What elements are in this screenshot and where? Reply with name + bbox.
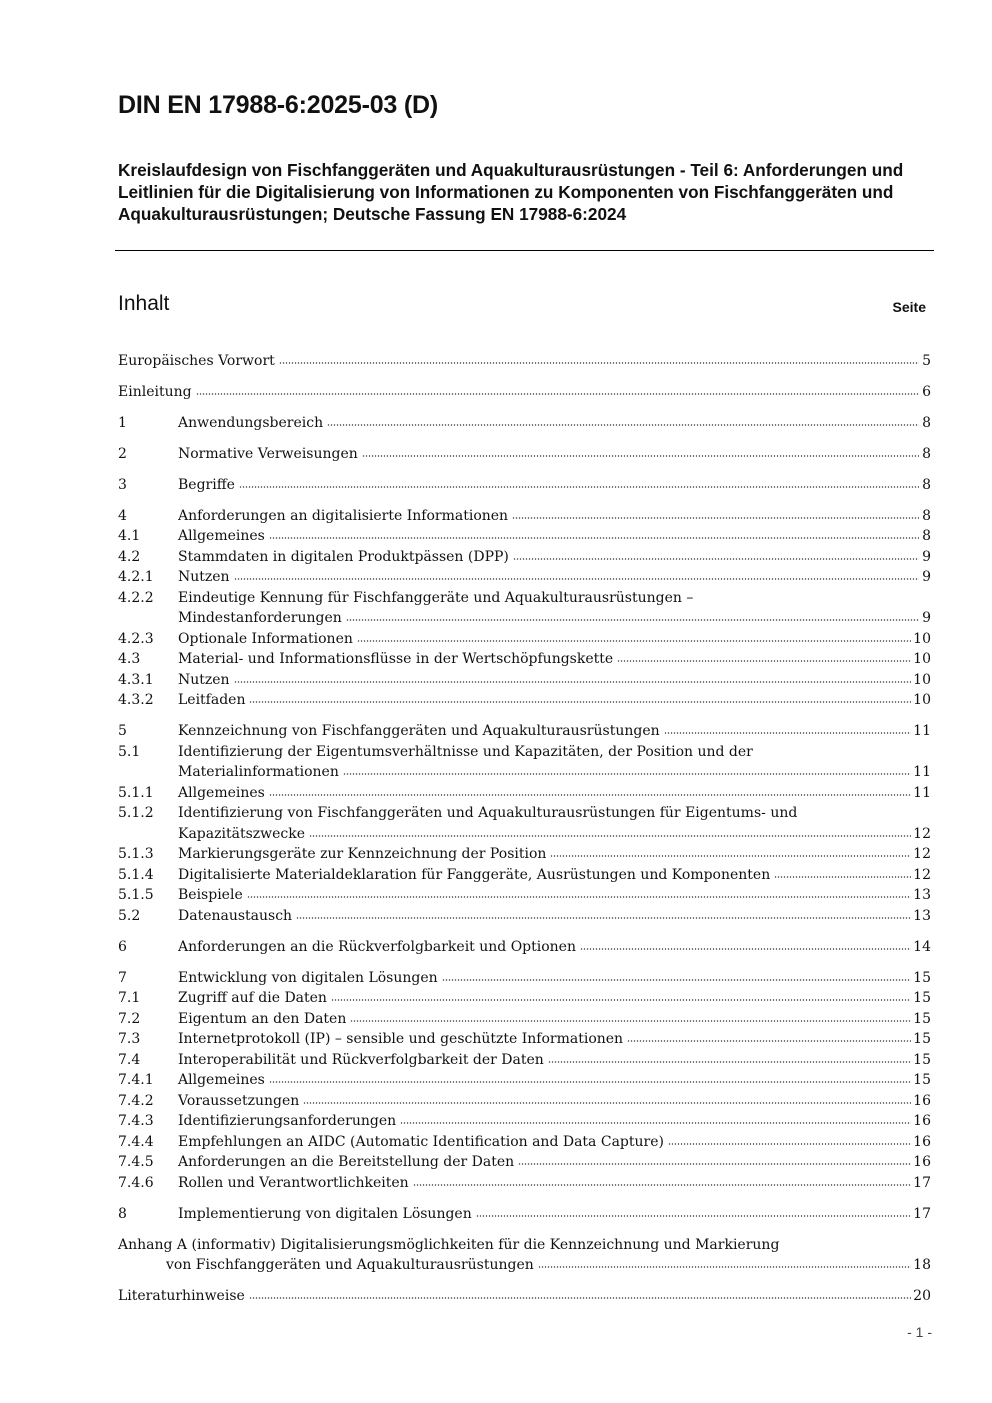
toc-heading: Inhalt [118, 292, 170, 315]
toc-entry-title: Implementierung von digitalen Lösungen [178, 1205, 472, 1222]
toc-leader [668, 1142, 911, 1146]
toc-leader [269, 1080, 911, 1084]
toc-entry-number: 4.2 [118, 548, 141, 565]
toc-entry-number: 3 [118, 476, 127, 493]
toc-leader [548, 1060, 911, 1064]
toc-entry-page: 9 [922, 610, 931, 626]
toc-entry-page: 15 [913, 1031, 931, 1047]
toc-entry-page: 16 [913, 1113, 931, 1129]
toc-entry[interactable] [118, 1109, 931, 1130]
toc-entry-number: 7.2 [118, 1010, 141, 1027]
toc-entry-number: 4.2.2 [118, 589, 154, 606]
toc-leader [196, 392, 919, 396]
toc-entry[interactable] [118, 410, 931, 431]
toc-leader [664, 731, 912, 735]
toc-leader [239, 485, 919, 489]
toc-entry-page: 15 [913, 990, 931, 1006]
toc-entry-title: Digitalisierte Materialdeklaration für Fanggeräte, Ausrüstungen und Komponenten [178, 866, 771, 883]
toc-entry-number: 7.4.2 [118, 1092, 154, 1109]
toc-entry-page: 15 [913, 1010, 931, 1027]
toc-entry-continuation[interactable] [118, 606, 931, 627]
toc-entry-annex[interactable] [118, 1232, 931, 1253]
toc-entry-title-continued: von Fischfanggeräten und Aquakulturausrüstungen [166, 1257, 534, 1273]
toc-entry-page: 16 [913, 1092, 931, 1109]
toc-entry-number: 7.4.4 [118, 1133, 154, 1150]
toc-entry-page: 14 [913, 938, 931, 955]
toc-entry-title: Identifizierungsanforderungen [178, 1113, 397, 1129]
toc-entry-title: Anhang A (informativ) Digitalisierungsmöglichkeiten für die Kennzeichnung und Markierung [118, 1236, 780, 1253]
toc-entry[interactable] [118, 626, 931, 647]
toc-entry-number: 6 [118, 938, 127, 955]
toc-entry-page: 10 [913, 651, 931, 667]
toc-leader [442, 978, 912, 982]
toc-entry-number: 4.3.2 [118, 692, 154, 708]
toc-entry-page: 12 [913, 825, 931, 842]
toc-entry-page: 16 [913, 1154, 931, 1170]
toc-entry-continuation[interactable] [118, 821, 931, 842]
toc-entry-page: 9 [922, 548, 931, 565]
toc-entry-number: 5.1.3 [118, 846, 154, 862]
toc-leader [234, 680, 912, 684]
toc-entry[interactable] [118, 379, 931, 400]
toc-entry-number: 5.1.1 [118, 784, 154, 801]
toc-entry-page: 15 [913, 1072, 931, 1088]
toc-entry[interactable] [118, 667, 931, 688]
toc-entry-number: 7.4 [118, 1051, 141, 1068]
document-title: DIN EN 17988-6:2025-03 (D) [118, 91, 438, 119]
document-subtitle: Kreislaufdesign von Fischfanggeräten und Aquakulturausrüstungen - Teil 6: Anforderungen und Leitlinien für die Digitalisierung von Informationen zu Komponenten von Fischfanggeräten und Aquakulturausrüstungen; Deutsche Fassung EN 17988-6:2024 [118, 160, 904, 224]
toc-entry-number: 7.4.6 [118, 1174, 154, 1191]
toc-entry[interactable] [118, 801, 931, 822]
toc-entry-page: 9 [922, 569, 931, 585]
toc-leader [580, 947, 911, 951]
toc-entry-title: Allgemeines [178, 1072, 265, 1088]
toc-entry-page: 13 [913, 887, 931, 903]
table-of-contents [118, 348, 931, 1304]
toc-entry-title: Anforderungen an digitalisierte Informationen [178, 507, 509, 524]
toc-entry[interactable] [118, 862, 931, 883]
toc-entry[interactable] [118, 565, 931, 586]
toc-entry[interactable] [118, 719, 931, 740]
toc-entry-title: Allgemeines [178, 784, 265, 801]
toc-entry-number: 5.1.5 [118, 887, 154, 903]
toc-leader [346, 618, 919, 622]
toc-entry-number: 2 [118, 445, 127, 462]
toc-entry-title: Leitfaden [178, 692, 246, 708]
toc-entry-number: 4.2.1 [118, 569, 154, 585]
toc-entry[interactable] [118, 1284, 931, 1305]
toc-leader [279, 361, 919, 365]
toc-entry-title: Material- und Informationsflüsse in der Wertschöpfungskette [178, 651, 614, 667]
toc-entry-title: Zugriff auf die Daten [178, 990, 327, 1006]
toc-entry[interactable] [118, 1150, 931, 1171]
toc-entry-number: 4 [118, 507, 127, 524]
toc-entry-title: Literaturhinweise [118, 1288, 245, 1304]
toc-entry-title: Empfehlungen an AIDC (Automatic Identification and Data Capture) [178, 1133, 664, 1150]
toc-entry-title: Anwendungsbereich [178, 414, 324, 431]
toc-entry[interactable] [118, 1129, 931, 1150]
toc-entry[interactable] [118, 883, 931, 904]
toc-leader [538, 1265, 911, 1269]
toc-entry-page: 6 [922, 383, 931, 400]
toc-leader [627, 1039, 911, 1043]
toc-entry-page: 16 [913, 1133, 931, 1150]
toc-entry-page: 15 [913, 1051, 931, 1068]
toc-entry-number: 4.2.3 [118, 630, 154, 647]
toc-entry[interactable] [118, 842, 931, 863]
toc-entry-title: Eindeutige Kennung für Fischfanggeräte und Aquakulturausrüstungen – [178, 589, 694, 606]
toc-entry-number: 5.1.4 [118, 866, 154, 883]
toc-entry-page: 18 [913, 1257, 931, 1273]
toc-entry-title: Begriffe [178, 476, 235, 493]
toc-entry-page: 20 [913, 1288, 931, 1304]
toc-entry-title-continued: Materialinformationen [178, 764, 339, 780]
toc-entry[interactable] [118, 348, 931, 369]
toc-entry-title: Eigentum an den Daten [178, 1010, 347, 1027]
toc-entry-number: 7.1 [118, 990, 141, 1006]
toc-leader [249, 1296, 911, 1300]
toc-entry[interactable] [118, 986, 931, 1007]
toc-leader [331, 998, 911, 1002]
toc-entry-title: Nutzen [178, 569, 230, 585]
toc-leader [400, 1121, 911, 1125]
toc-entry-page: 8 [922, 414, 931, 431]
toc-entry-number: 7 [118, 969, 127, 986]
toc-leader [550, 854, 911, 858]
toc-entry[interactable] [118, 1201, 931, 1222]
toc-entry-page: 10 [913, 630, 931, 647]
toc-entry-title: Markierungsgeräte zur Kennzeichnung der Position [178, 846, 547, 862]
toc-entry[interactable] [118, 544, 931, 565]
toc-leader [518, 1162, 911, 1166]
toc-entry-page: 8 [922, 445, 931, 462]
toc-entry-number: 4.3.1 [118, 671, 154, 688]
toc-leader [303, 1101, 911, 1105]
toc-entry-title: Identifizierung der Eigentumsverhältnisse und Kapazitäten, der Position und der [178, 743, 753, 760]
toc-entry-number: 8 [118, 1205, 127, 1222]
toc-entry-page: 17 [913, 1205, 931, 1222]
toc-entry-number: 5 [118, 723, 127, 739]
toc-leader [350, 1019, 911, 1023]
toc-entry[interactable] [118, 1047, 931, 1068]
toc-entry[interactable] [118, 585, 931, 606]
toc-entry-page: 12 [913, 866, 931, 883]
toc-entry-title: Optionale Informationen [178, 630, 353, 647]
toc-entry[interactable] [118, 688, 931, 709]
toc-entry-title: Datenaustausch [178, 907, 293, 924]
toc-entry-number: 7.4.5 [118, 1154, 154, 1170]
toc-entry-number: 5.1.2 [118, 805, 154, 821]
toc-leader [249, 700, 911, 704]
toc-entry-title: Anforderungen an die Rückverfolgbarkeit und Optionen [178, 938, 576, 955]
toc-entry-title: Rollen und Verantwortlichkeiten [178, 1174, 409, 1191]
title-divider [115, 250, 934, 251]
toc-entry-page: 10 [913, 671, 931, 688]
toc-leader [327, 423, 919, 427]
toc-leader [234, 577, 919, 581]
toc-entry[interactable] [118, 1027, 931, 1048]
toc-leader [269, 536, 919, 540]
toc-entry[interactable] [118, 965, 931, 986]
toc-entry[interactable] [118, 934, 931, 955]
toc-entry-title: Internetprotokoll (IP) – sensible und geschützte Informationen [178, 1031, 624, 1047]
toc-entry-title: Interoperabilität und Rückverfolgbarkeit der Daten [178, 1051, 544, 1068]
toc-entry-title: Kennzeichnung von Fischfanggeräten und Aquakulturausrüstungen [178, 723, 660, 739]
toc-entry-title: Entwicklung von digitalen Lösungen [178, 969, 438, 986]
toc-leader [513, 557, 919, 561]
toc-entry-page: 8 [922, 507, 931, 524]
toc-entry[interactable] [118, 903, 931, 924]
toc-entry-title: Beispiele [178, 887, 243, 903]
toc-entry-title-continued: Mindestanforderungen [178, 610, 342, 626]
toc-entry-title-continued: Kapazitätszwecke [178, 825, 306, 842]
toc-entry-page: 11 [913, 764, 931, 780]
toc-entry[interactable] [118, 524, 931, 545]
toc-entry[interactable] [118, 647, 931, 668]
toc-leader [512, 516, 919, 520]
toc-leader [296, 916, 911, 920]
toc-entry[interactable] [118, 503, 931, 524]
toc-leader [413, 1183, 912, 1187]
toc-entry[interactable] [118, 472, 931, 493]
toc-entry-number: 5.1 [118, 743, 141, 760]
toc-leader [362, 454, 919, 458]
toc-entry[interactable] [118, 1170, 931, 1191]
toc-entry-title: Voraussetzungen [178, 1092, 300, 1109]
toc-entry-number: 4.3 [118, 651, 141, 667]
toc-entry-continuation[interactable] [118, 760, 931, 781]
toc-entry-number: 7.4.3 [118, 1113, 154, 1129]
toc-entry-number: 7.4.1 [118, 1072, 154, 1088]
toc-entry-title: Europäisches Vorwort [118, 352, 275, 369]
toc-entry-page: 17 [913, 1174, 931, 1191]
toc-leader [617, 659, 911, 663]
toc-entry-page: 10 [913, 692, 931, 708]
toc-entry[interactable] [118, 1068, 931, 1089]
toc-entry-page: 5 [922, 352, 931, 369]
toc-entry-number: 1 [118, 414, 127, 431]
toc-entry-number: 5.2 [118, 907, 141, 924]
toc-entry-page: 8 [922, 476, 931, 493]
toc-entry-page: 12 [913, 846, 931, 862]
toc-entry-title: Stammdaten in digitalen Produktpässen (DPP) [178, 548, 509, 565]
toc-entry-page: 11 [913, 784, 931, 801]
toc-leader [774, 875, 911, 879]
toc-entry-page: 8 [922, 528, 931, 544]
toc-leader [357, 639, 911, 643]
toc-entry-continuation[interactable] [118, 1253, 931, 1274]
toc-leader [343, 772, 911, 776]
toc-entry-number: 7.3 [118, 1031, 141, 1047]
toc-entry[interactable] [118, 1006, 931, 1027]
toc-leader [476, 1214, 911, 1218]
toc-entry-page: 13 [913, 907, 931, 924]
toc-leader [269, 793, 911, 797]
toc-entry-page: 11 [913, 723, 931, 739]
toc-entry-title: Anforderungen an die Bereitstellung der Daten [178, 1154, 515, 1170]
toc-entry-title: Identifizierung von Fischfanggeräten und Aquakulturausrüstungen für Eigentums- und [178, 805, 798, 821]
toc-page-label: Seite [892, 299, 926, 315]
toc-leader [247, 895, 911, 899]
toc-entry-title: Allgemeines [178, 528, 265, 544]
toc-entry[interactable] [118, 441, 931, 462]
toc-leader [309, 834, 911, 838]
toc-entry-title: Einleitung [118, 383, 192, 400]
toc-entry[interactable] [118, 1088, 931, 1109]
toc-entry-page: 15 [913, 969, 931, 986]
toc-entry-title: Nutzen [178, 671, 230, 688]
toc-entry-title: Normative Verweisungen [178, 445, 358, 462]
toc-entry-number: 4.1 [118, 528, 141, 544]
toc-entry[interactable] [118, 739, 931, 760]
page-number: - 1 - [907, 1324, 932, 1340]
toc-entry[interactable] [118, 780, 931, 801]
